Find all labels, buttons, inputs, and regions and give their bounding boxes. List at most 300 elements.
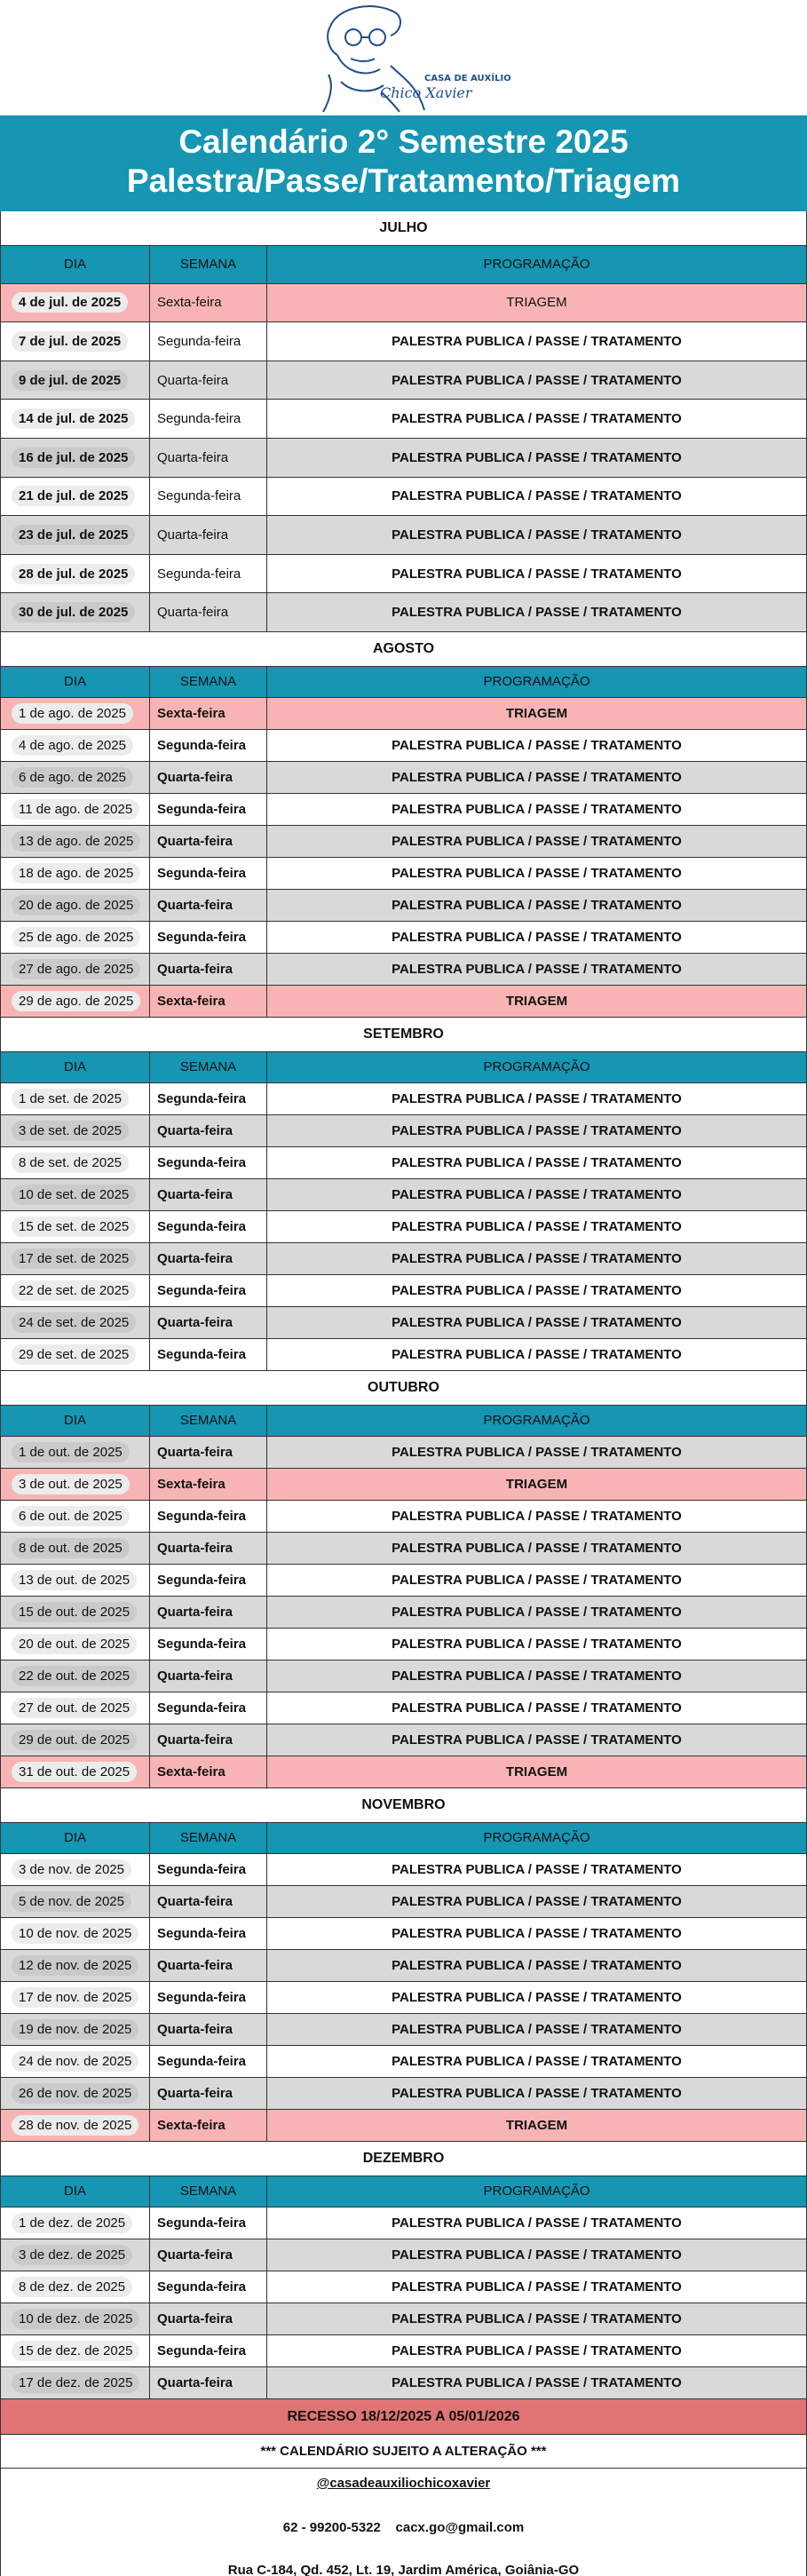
header-programacao: PROGRAMAÇÃO [483, 1059, 590, 1075]
date-cell [1, 762, 150, 793]
logo-signature: Chico Xavier [380, 84, 472, 101]
date-cell [1, 1854, 150, 1885]
date-cell-text: 17 de dez. de 2025 [12, 2373, 139, 2393]
date-cell [1, 1469, 150, 1500]
date-cell-text: 11 de ago. de 2025 [12, 799, 139, 820]
program-cell: PALESTRA PUBLICA / PASSE / TRATAMENTO [392, 566, 682, 582]
table-row [0, 1243, 807, 1275]
date-cell [1, 1243, 150, 1274]
header-dia: DIA [1, 1823, 150, 1853]
program-cell: PALESTRA PUBLICA / PASSE / TRATAMENTO [392, 737, 682, 753]
header-dia: DIA [1, 1406, 150, 1436]
date-cell [1, 2303, 150, 2334]
table-row [0, 1854, 807, 1886]
table-row [0, 516, 807, 555]
table-row [0, 1179, 807, 1211]
program-cell: PALESTRA PUBLICA / PASSE / TRATAMENTO [392, 449, 682, 465]
weekday-cell: Segunda-feira [150, 1565, 267, 1596]
date-cell [1, 2110, 150, 2141]
program-cell: PALESTRA PUBLICA / PASSE / TRATAMENTO [392, 1957, 682, 1973]
table-row [0, 1083, 807, 1115]
date-cell [1, 2335, 150, 2366]
weekday-cell: Quarta-feira [150, 1724, 267, 1756]
date-cell-text: 3 de out. de 2025 [12, 1474, 130, 1494]
header-dia: DIA [1, 246, 150, 283]
date-cell-text: 8 de out. de 2025 [12, 1538, 130, 1558]
date-cell-text: 21 de jul. de 2025 [12, 486, 135, 506]
date-cell [1, 1437, 150, 1468]
weekday-cell: Quarta-feira [150, 2303, 267, 2334]
date-cell-text: 6 de out. de 2025 [12, 1506, 130, 1526]
date-cell-text: 15 de set. de 2025 [12, 1217, 136, 1237]
program-cell: PALESTRA PUBLICA / PASSE / TRATAMENTO [392, 1732, 682, 1748]
table-row [0, 2239, 807, 2271]
program-cell: PALESTRA PUBLICA / PASSE / TRATAMENTO [392, 1572, 682, 1588]
instagram-handle[interactable]: @casadeauxiliochicoxavier [316, 2475, 491, 2491]
date-cell-text: 15 de out. de 2025 [12, 1602, 137, 1622]
table-row [0, 2367, 807, 2399]
table-row [0, 1115, 807, 1147]
date-cell [1, 954, 150, 985]
date-cell-text: 30 de jul. de 2025 [12, 602, 135, 622]
date-cell-text: 20 de ago. de 2025 [12, 895, 140, 915]
weekday-cell: Sexta-feira [150, 1469, 267, 1500]
header-dia: DIA [1, 667, 150, 697]
date-cell-text: 1 de ago. de 2025 [12, 703, 133, 724]
table-row [0, 1886, 807, 1918]
date-cell-text: 1 de dez. de 2025 [12, 2213, 132, 2233]
date-cell-text: 29 de out. de 2025 [12, 1730, 137, 1750]
date-cell [1, 1724, 150, 1756]
contact-line [1, 2520, 806, 2535]
date-cell [1, 1083, 150, 1114]
table-row [0, 400, 807, 439]
weekday-cell: Quarta-feira [150, 1437, 267, 1468]
date-cell-text: 27 de ago. de 2025 [12, 959, 140, 979]
date-cell [1, 1982, 150, 2013]
program-cell: PALESTRA PUBLICA / PASSE / TRATAMENTO [392, 1989, 682, 2005]
month-heading: JULHO [0, 211, 807, 245]
program-cell: PALESTRA PUBLICA / PASSE / TRATAMENTO [392, 801, 682, 817]
date-cell [1, 730, 150, 761]
logo [0, 0, 807, 115]
date-cell-text: 12 de nov. de 2025 [12, 1955, 138, 1976]
weekday-cell: Segunda-feira [150, 2046, 267, 2077]
date-cell-text: 15 de dez. de 2025 [12, 2341, 139, 2361]
date-cell-text: 17 de set. de 2025 [12, 1248, 136, 1269]
date-cell [1, 1692, 150, 1724]
program-cell: PALESTRA PUBLICA / PASSE / TRATAMENTO [392, 897, 682, 913]
weekday-cell: Quarta-feira [150, 1597, 267, 1628]
date-cell [1, 1629, 150, 1660]
date-cell [1, 1918, 150, 1949]
date-cell-text: 5 de nov. de 2025 [12, 1891, 131, 1912]
date-cell [1, 890, 150, 921]
date-cell [1, 1565, 150, 1596]
date-cell-text: 22 de set. de 2025 [12, 1280, 136, 1301]
table-header [0, 1051, 807, 1083]
date-cell [1, 1339, 150, 1370]
program-cell: PALESTRA PUBLICA / PASSE / TRATAMENTO [392, 527, 682, 543]
program-cell: PALESTRA PUBLICA / PASSE / TRATAMENTO [392, 372, 682, 388]
date-cell [1, 439, 150, 477]
date-cell [1, 922, 150, 953]
date-cell [1, 2014, 150, 2045]
table-row [0, 2078, 807, 2110]
month-heading: AGOSTO [0, 632, 807, 666]
weekday-cell: Segunda-feira [150, 1211, 267, 1242]
weekday-cell: Quarta-feira [150, 439, 267, 477]
logo-text: CASA DE AUXÍLIO [424, 74, 511, 83]
table-row [0, 922, 807, 954]
header-semana: SEMANA [150, 1052, 267, 1082]
table-row [0, 1307, 807, 1339]
date-cell-text: 3 de dez. de 2025 [12, 2245, 132, 2265]
date-cell-text: 22 de out. de 2025 [12, 1666, 137, 1686]
date-cell [1, 593, 150, 631]
table-row [0, 2046, 807, 2078]
program-cell: PALESTRA PUBLICA / PASSE / TRATAMENTO [392, 2342, 682, 2358]
date-cell-text: 3 de set. de 2025 [12, 1121, 129, 1141]
date-cell [1, 361, 150, 400]
date-cell-text: 3 de nov. de 2025 [12, 1859, 131, 1880]
date-cell-text: 4 de ago. de 2025 [12, 735, 133, 756]
weekday-cell: Sexta-feira [150, 284, 267, 322]
table-row [0, 1629, 807, 1661]
date-cell [1, 826, 150, 857]
table-row [0, 1982, 807, 2014]
weekday-cell: Segunda-feira [150, 1629, 267, 1660]
table-row [0, 1692, 807, 1724]
date-cell [1, 284, 150, 322]
date-cell-text: 20 de out. de 2025 [12, 1634, 137, 1654]
date-cell-text: 28 de jul. de 2025 [12, 564, 135, 584]
weekday-cell: Quarta-feira [150, 1886, 267, 1917]
table-row [0, 2271, 807, 2303]
weekday-cell: Quarta-feira [150, 890, 267, 921]
date-cell [1, 1533, 150, 1564]
date-cell [1, 1275, 150, 1306]
date-cell [1, 794, 150, 825]
table-row [0, 284, 807, 323]
date-cell [1, 1501, 150, 1532]
program-cell: PALESTRA PUBLICA / PASSE / TRATAMENTO [392, 1861, 682, 1877]
table-row [0, 1211, 807, 1243]
month-heading: SETEMBRO [0, 1018, 807, 1051]
program-cell: PALESTRA PUBLICA / PASSE / TRATAMENTO [392, 769, 682, 785]
program-cell: PALESTRA PUBLICA / PASSE / TRATAMENTO [392, 1218, 682, 1234]
program-cell: PALESTRA PUBLICA / PASSE / TRATAMENTO [392, 2021, 682, 2037]
table-row [0, 2110, 807, 2142]
program-cell: PALESTRA PUBLICA / PASSE / TRATAMENTO [392, 1314, 682, 1330]
weekday-cell: Segunda-feira [150, 1339, 267, 1370]
table-row [0, 1533, 807, 1565]
weekday-cell: Quarta-feira [150, 1661, 267, 1692]
weekday-cell: Quarta-feira [150, 516, 267, 554]
date-cell [1, 2078, 150, 2109]
weekday-cell: Quarta-feira [150, 1243, 267, 1274]
weekday-cell: Quarta-feira [150, 2078, 267, 2109]
date-cell-text: 24 de set. de 2025 [12, 1312, 136, 1333]
table-row [0, 1918, 807, 1950]
weekday-cell: Segunda-feira [150, 1918, 267, 1949]
table-row [0, 826, 807, 858]
program-cell: PALESTRA PUBLICA / PASSE / TRATAMENTO [392, 2085, 682, 2101]
date-cell-text: 7 de jul. de 2025 [12, 331, 128, 352]
header-programacao: PROGRAMAÇÃO [483, 1830, 590, 1846]
date-cell [1, 858, 150, 889]
header-semana: SEMANA [150, 1823, 267, 1853]
date-cell [1, 1661, 150, 1692]
schedule-table [0, 211, 807, 2576]
table-header [0, 1405, 807, 1437]
date-cell-text: 19 de nov. de 2025 [12, 2019, 138, 2040]
date-cell-text: 23 de jul. de 2025 [12, 525, 135, 545]
table-row [0, 439, 807, 478]
table-row [0, 593, 807, 632]
program-cell: PALESTRA PUBLICA / PASSE / TRATAMENTO [392, 2053, 682, 2069]
weekday-cell: Segunda-feira [150, 730, 267, 761]
program-cell: PALESTRA PUBLICA / PASSE / TRATAMENTO [392, 1122, 682, 1138]
program-cell: TRIAGEM [505, 993, 568, 1009]
email-address[interactable]: cacx.go@gmail.com [395, 2519, 525, 2535]
table-row [0, 361, 807, 400]
date-cell-text: 13 de out. de 2025 [12, 1570, 137, 1590]
date-cell [1, 516, 150, 554]
program-cell: PALESTRA PUBLICA / PASSE / TRATAMENTO [392, 2215, 682, 2231]
weekday-cell: Segunda-feira [150, 1982, 267, 2013]
date-cell-text: 4 de jul. de 2025 [12, 292, 128, 313]
date-cell [1, 478, 150, 516]
table-row [0, 1339, 807, 1371]
weekday-cell: Quarta-feira [150, 1307, 267, 1338]
weekday-cell: Segunda-feira [150, 322, 267, 361]
weekday-cell: Sexta-feira [150, 2110, 267, 2141]
header-dia: DIA [1, 1052, 150, 1082]
program-cell: TRIAGEM [505, 2117, 568, 2133]
program-cell: PALESTRA PUBLICA / PASSE / TRATAMENTO [392, 2279, 682, 2295]
table-row [0, 730, 807, 762]
table-header [0, 1822, 807, 1854]
program-cell: PALESTRA PUBLICA / PASSE / TRATAMENTO [392, 1700, 682, 1716]
table-row [0, 2014, 807, 2046]
header-programacao: PROGRAMAÇÃO [483, 257, 590, 273]
program-cell: PALESTRA PUBLICA / PASSE / TRATAMENTO [392, 2374, 682, 2390]
program-cell: PALESTRA PUBLICA / PASSE / TRATAMENTO [392, 411, 682, 427]
table-row [0, 555, 807, 594]
date-cell [1, 1147, 150, 1178]
date-cell [1, 1211, 150, 1242]
date-cell-text: 31 de out. de 2025 [12, 1762, 137, 1782]
table-row [0, 322, 807, 361]
weekday-cell: Quarta-feira [150, 1533, 267, 1564]
date-cell-text: 8 de dez. de 2025 [12, 2277, 132, 2297]
date-cell-text: 1 de set. de 2025 [12, 1089, 129, 1109]
date-cell-text: 10 de dez. de 2025 [12, 2309, 139, 2329]
date-cell-text: 27 de out. de 2025 [12, 1698, 137, 1718]
program-cell: PALESTRA PUBLICA / PASSE / TRATAMENTO [392, 333, 682, 349]
program-cell: PALESTRA PUBLICA / PASSE / TRATAMENTO [392, 1250, 682, 1266]
table-row [0, 2303, 807, 2335]
program-cell: PALESTRA PUBLICA / PASSE / TRATAMENTO [392, 1636, 682, 1652]
date-cell [1, 2239, 150, 2271]
date-cell-text: 29 de set. de 2025 [12, 1344, 136, 1365]
weekday-cell: Segunda-feira [150, 1692, 267, 1724]
header-dia: DIA [1, 2176, 150, 2207]
title-banner [0, 115, 807, 211]
table-row [0, 1597, 807, 1629]
table-row [0, 1565, 807, 1597]
table-row [0, 2207, 807, 2239]
contact-block [0, 2469, 807, 2576]
date-cell-text: 24 de nov. de 2025 [12, 2051, 138, 2072]
weekday-cell: Quarta-feira [150, 2367, 267, 2398]
program-cell: PALESTRA PUBLICA / PASSE / TRATAMENTO [392, 1346, 682, 1362]
program-cell: PALESTRA PUBLICA / PASSE / TRATAMENTO [392, 1925, 682, 1941]
date-cell-text: 1 de out. de 2025 [12, 1442, 130, 1462]
weekday-cell: Quarta-feira [150, 954, 267, 985]
date-cell-text: 16 de jul. de 2025 [12, 448, 135, 468]
weekday-cell: Segunda-feira [150, 1147, 267, 1178]
date-cell-text: 6 de ago. de 2025 [12, 767, 133, 788]
date-cell [1, 1756, 150, 1787]
table-row [0, 478, 807, 517]
date-cell [1, 2046, 150, 2077]
date-cell-text: 25 de ago. de 2025 [12, 927, 140, 947]
weekday-cell: Sexta-feira [150, 698, 267, 729]
header-semana: SEMANA [150, 1406, 267, 1436]
date-cell [1, 2367, 150, 2398]
date-cell-text: 9 de jul. de 2025 [12, 370, 128, 391]
table-row [0, 1661, 807, 1692]
weekday-cell: Quarta-feira [150, 2239, 267, 2271]
recess-banner: RECESSO 18/12/2025 A 05/01/2026 [0, 2399, 807, 2435]
program-cell: PALESTRA PUBLICA / PASSE / TRATAMENTO [392, 2247, 682, 2263]
date-cell [1, 400, 150, 438]
date-cell-text: 8 de set. de 2025 [12, 1153, 129, 1173]
date-cell [1, 1597, 150, 1628]
program-cell: TRIAGEM [505, 1764, 568, 1779]
weekday-cell: Segunda-feira [150, 555, 267, 593]
table-row [0, 2335, 807, 2367]
date-cell-text: 13 de ago. de 2025 [12, 831, 140, 852]
program-cell: PALESTRA PUBLICA / PASSE / TRATAMENTO [392, 488, 682, 504]
header-semana: SEMANA [150, 246, 267, 283]
weekday-cell: Quarta-feira [150, 1115, 267, 1146]
program-cell: PALESTRA PUBLICA / PASSE / TRATAMENTO [392, 961, 682, 977]
weekday-cell: Quarta-feira [150, 762, 267, 793]
date-cell-text: 18 de ago. de 2025 [12, 863, 140, 884]
weekday-cell: Quarta-feira [150, 361, 267, 400]
date-cell-text: 14 de jul. de 2025 [12, 408, 135, 429]
table-header [0, 666, 807, 698]
weekday-cell: Segunda-feira [150, 478, 267, 516]
header-semana: SEMANA [150, 2176, 267, 2207]
program-cell: PALESTRA PUBLICA / PASSE / TRATAMENTO [392, 1154, 682, 1170]
table-row [0, 890, 807, 922]
month-heading: DEZEMBRO [0, 2142, 807, 2176]
table-row [0, 1469, 807, 1501]
date-cell [1, 1886, 150, 1917]
weekday-cell: Segunda-feira [150, 1275, 267, 1306]
weekday-cell: Segunda-feira [150, 2335, 267, 2366]
weekday-cell: Segunda-feira [150, 400, 267, 438]
program-cell: TRIAGEM [505, 1476, 568, 1492]
weekday-cell: Quarta-feira [150, 826, 267, 857]
change-notice: *** CALENDÁRIO SUJEITO A ALTERAÇÃO *** [0, 2435, 807, 2469]
program-cell: PALESTRA PUBLICA / PASSE / TRATAMENTO [392, 1893, 682, 1909]
address: Rua C-184, Qd. 452, Lt. 19, Jardim América, Goiânia-GO [227, 2562, 580, 2576]
program-cell: PALESTRA PUBLICA / PASSE / TRATAMENTO [392, 605, 682, 621]
date-cell [1, 555, 150, 593]
date-cell-text: 10 de set. de 2025 [12, 1185, 136, 1205]
table-row [0, 1950, 807, 1982]
weekday-cell: Sexta-feira [150, 1756, 267, 1787]
table-header [0, 245, 807, 284]
table-row [0, 762, 807, 794]
table-row [0, 698, 807, 730]
program-cell: PALESTRA PUBLICA / PASSE / TRATAMENTO [392, 1444, 682, 1460]
program-cell: TRIAGEM [506, 295, 567, 311]
table-row [0, 1437, 807, 1469]
weekday-cell: Segunda-feira [150, 1854, 267, 1885]
date-cell-text: 26 de nov. de 2025 [12, 2083, 138, 2104]
weekday-cell: Segunda-feira [150, 794, 267, 825]
program-cell: PALESTRA PUBLICA / PASSE / TRATAMENTO [392, 865, 682, 881]
date-cell-text: 29 de ago. de 2025 [12, 991, 140, 1011]
program-cell: PALESTRA PUBLICA / PASSE / TRATAMENTO [392, 1090, 682, 1106]
header-semana: SEMANA [150, 667, 267, 697]
program-cell: PALESTRA PUBLICA / PASSE / TRATAMENTO [392, 833, 682, 849]
program-cell: PALESTRA PUBLICA / PASSE / TRATAMENTO [392, 929, 682, 945]
date-cell [1, 2271, 150, 2303]
weekday-cell: Quarta-feira [150, 2014, 267, 2045]
month-heading: NOVEMBRO [0, 1788, 807, 1822]
table-row [0, 1147, 807, 1179]
weekday-cell: Quarta-feira [150, 1950, 267, 1981]
date-cell [1, 1950, 150, 1981]
month-heading: OUTUBRO [0, 1371, 807, 1405]
table-row [0, 1275, 807, 1307]
table-row [0, 794, 807, 826]
table-row [0, 858, 807, 890]
program-cell: TRIAGEM [505, 705, 568, 721]
weekday-cell: Quarta-feira [150, 1179, 267, 1210]
date-cell [1, 698, 150, 729]
program-cell: PALESTRA PUBLICA / PASSE / TRATAMENTO [392, 2310, 682, 2326]
weekday-cell: Segunda-feira [150, 922, 267, 953]
date-cell-text: 28 de nov. de 2025 [12, 2115, 138, 2136]
program-cell: PALESTRA PUBLICA / PASSE / TRATAMENTO [392, 1540, 682, 1556]
date-cell [1, 1307, 150, 1338]
banner-subtitle: Palestra/Passe/Tratamento/Triagem [126, 162, 681, 199]
date-cell [1, 322, 150, 361]
table-row [0, 1501, 807, 1533]
weekday-cell: Quarta-feira [150, 593, 267, 631]
date-cell [1, 2207, 150, 2239]
header-programacao: PROGRAMAÇÃO [483, 2184, 590, 2200]
weekday-cell: Segunda-feira [150, 2271, 267, 2303]
date-cell-text: 17 de nov. de 2025 [12, 1987, 138, 2008]
table-header [0, 2176, 807, 2207]
weekday-cell: Sexta-feira [150, 986, 267, 1017]
date-cell [1, 1179, 150, 1210]
weekday-cell: Segunda-feira [150, 1083, 267, 1114]
header-programacao: PROGRAMAÇÃO [483, 674, 590, 690]
date-cell-text: 10 de nov. de 2025 [12, 1923, 138, 1944]
program-cell: PALESTRA PUBLICA / PASSE / TRATAMENTO [392, 1186, 682, 1202]
program-cell: PALESTRA PUBLICA / PASSE / TRATAMENTO [392, 1508, 682, 1524]
